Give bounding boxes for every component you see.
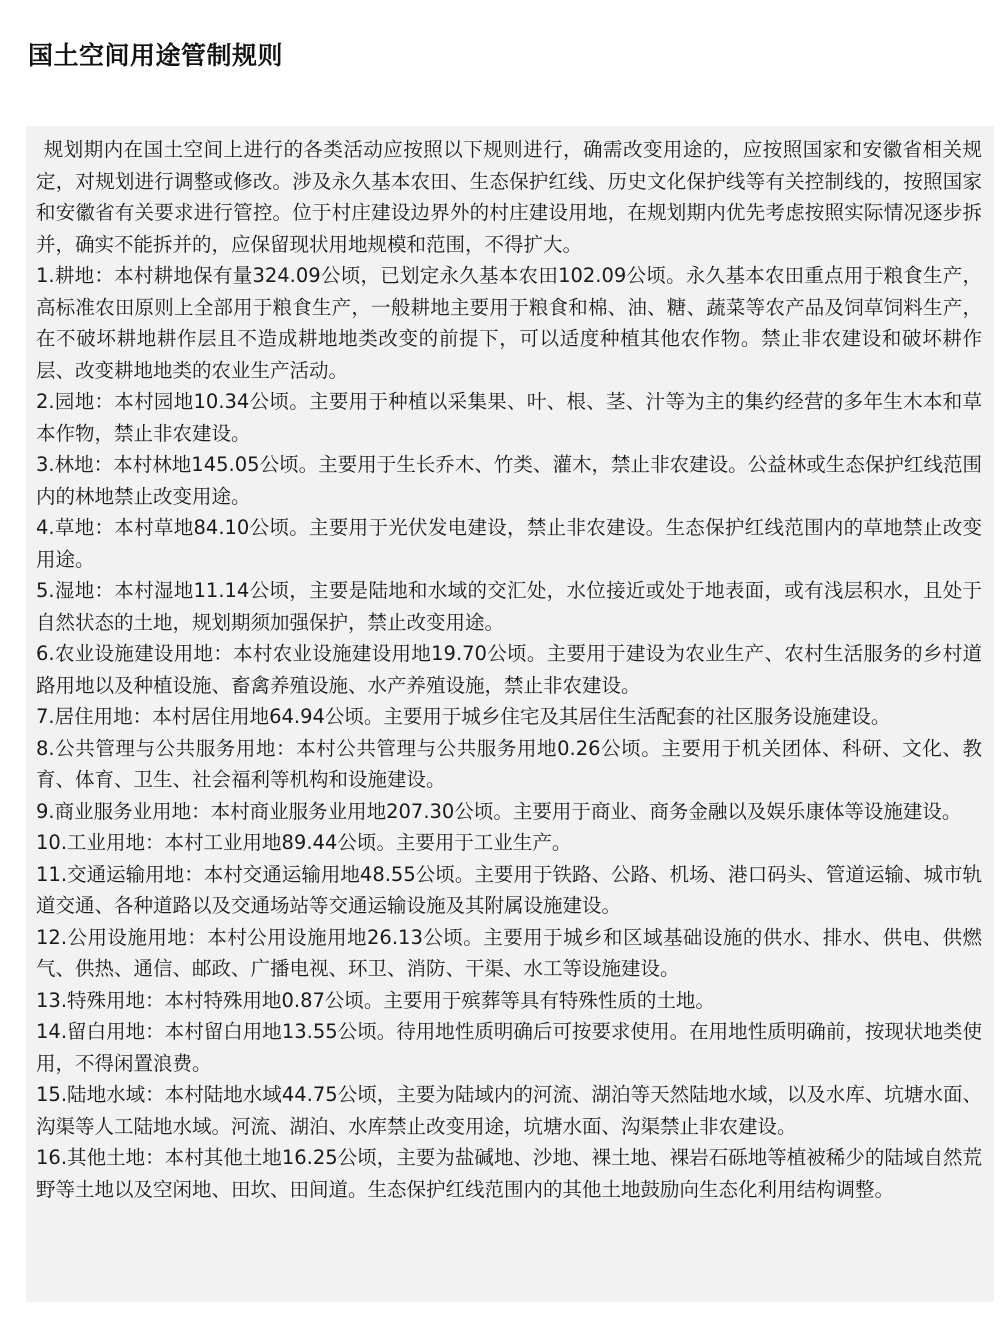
rule-item-other-land: 16.其他土地：本村其他土地16.25公顷，主要为盐碱地、沙地、裸土地、裸岩石砾地等植被稀少的陆域自然荒野等土地以及空闲地、田坎、田间道。生态保护红线范围内的其他土地鼓励向生态化利用结构调整。 xyxy=(36,1146,982,1201)
rule-item-utility-land: 12.公用设施用地：本村公用设施用地26.13公顷。主要用于城乡和区域基础设施的供水、排水、供电、供燃气、供热、通信、邮政、广播电视、环卫、消防、干渠、水工等设施建设。 xyxy=(36,925,982,980)
rule-item-wetland: 5.湿地：本村湿地11.14公顷，主要是陆地和水域的交汇处，水位接近或处于地表面，或有浅层积水，且处于自然状态的土地，规划期须加强保护，禁止改变用途。 xyxy=(36,579,982,634)
rule-item-public-service-land: 8.公共管理与公共服务用地：本村公共管理与公共服务用地0.26公顷。主要用于机关团体、科研、文化、教育、体育、卫生、社会福利等机构和设施建设。 xyxy=(36,736,982,791)
rule-item-commercial-land: 9.商业服务业用地：本村商业服务业用地207.30公顷。主要用于商业、商务金融以及娱乐康体等设施建设。 xyxy=(36,799,962,823)
rule-item-residential-land: 7.居住用地：本村居住用地64.94公顷。主要用于城乡住宅及其居住生活配套的社区服务设施建设。 xyxy=(36,705,891,728)
rule-item-land-water-area: 15.陆地水域：本村陆地水域44.75公顷，主要为陆域内的河流、湖泊等天然陆地水域，以及水库、坑塘水面、沟渠等人工陆地水域。河流、湖泊、水库禁止改变用途，坑塘水面、沟渠禁止非农建设。 xyxy=(36,1083,982,1138)
rule-item-transport-land: 11.交通运输用地：本村交通运输用地48.55公顷。主要用于铁路、公路、机场、港口码头、管道运输、城市轨道交通、各种道路以及交通场站等交通运输设施及其附属设施建设。 xyxy=(36,862,982,917)
rule-item-grassland: 4.草地：本村草地84.10公顷。主要用于光伏发电建设，禁止非农建设。生态保护红线范围内的草地禁止改变用途。 xyxy=(36,516,982,571)
rule-item-forest-land: 3.林地：本村林地145.05公顷。主要用于生长乔木、竹类、灌木，禁止非农建设。公益林或生态保护红线范围内的林地禁止改变用途。 xyxy=(36,453,982,508)
rule-item-cultivated-land: 1.耕地：本村耕地保有量324.09公顷，已划定永久基本农田102.09公顷。永久基本农田重点用于粮食生产，高标准农田原则上全部用于粮食生产，一般耕地主要用于粮食和棉、油、糖、蔬菜等农产品及饲草饲料生产，在不破坏耕地耕作层且不造成耕地地类改变的前提下，可以适度种植其他农作物。禁止非农建设和破坏耕作层、改变耕地地类的农业生产活动。 xyxy=(36,264,982,382)
rule-item-industrial-land: 10.工业用地：本村工业用地89.44公顷。主要用于工业生产。 xyxy=(36,831,572,854)
rule-item-agri-facility-land: 6.农业设施建设用地：本村农业设施建设用地19.70公顷。主要用于建设为农业生产、农村生活服务的乡村道路用地以及种植设施、畜禽养殖设施、水产养殖设施，禁止非农建设。 xyxy=(36,642,982,697)
rules-content-box xyxy=(26,126,994,1302)
rule-item-garden-land: 2.园地：本村园地10.34公顷。主要用于种植以采集果、叶、根、茎、汁等为主的集约经营的多年生木本和草本作物，禁止非农建设。 xyxy=(36,390,982,445)
rule-item-reserved-land: 14.留白用地：本村留白用地13.55公顷。待用地性质明确后可按要求使用。在用地性质明确前，按现状地类使用，不得闲置浪费。 xyxy=(36,1020,982,1075)
intro-paragraph: 规划期内在国土空间上进行的各类活动应按照以下规则进行，确需改变用途的，应按照国家和安徽省相关规定，对规划进行调整或修改。涉及永久基本农田、生态保护红线、历史文化保护线等有关控制线的，按照国家和安徽省有关要求进行管控。位于村庄建设边界外的村庄建设用地，在规划期内优先考虑按照实际情况逐步拆并，确实不能拆并的，应保留现状用地规模和范围，不得扩大。 xyxy=(36,138,982,256)
rule-item-special-land: 13.特殊用地：本村特殊用地0.87公顷。主要用于殡葬等具有特殊性质的土地。 xyxy=(36,988,715,1012)
page-title: 国土空间用途管制规则 xyxy=(28,41,284,70)
